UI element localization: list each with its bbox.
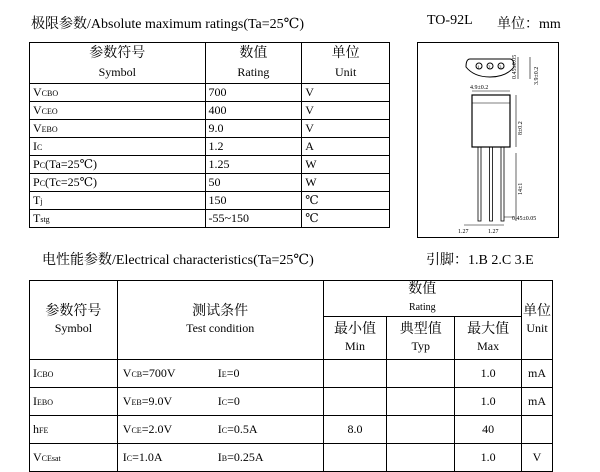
- row-symbol: ICBO: [30, 360, 118, 388]
- row-max: 1.0: [455, 444, 522, 472]
- table-row: [30, 444, 553, 472]
- row-symbol: IC: [30, 138, 206, 156]
- row-unit: W: [302, 174, 390, 192]
- row-min: [323, 444, 387, 472]
- table-row: [30, 102, 390, 120]
- svg-text:1: 1: [477, 66, 480, 71]
- row-max: 1.0: [455, 388, 522, 416]
- row-min: 8.0: [323, 416, 387, 444]
- table-row: [30, 192, 390, 210]
- package-drawing: [417, 42, 559, 238]
- row-value: 700: [205, 84, 302, 102]
- dim-thickness-label: 0.45±0.05: [512, 54, 518, 79]
- row-min: [323, 388, 387, 416]
- row-unit: mA: [522, 360, 553, 388]
- el-header-symbol: 参数符号 Symbol: [30, 281, 118, 360]
- unit-label: 单位：mm: [497, 17, 561, 32]
- abs-section-title: 极限参数/Absolute maximum ratings(Ta=25℃): [31, 17, 304, 32]
- table-row: [30, 84, 390, 102]
- row-value: 400: [205, 102, 302, 120]
- el-header-unit: 单位 Unit: [522, 281, 553, 360]
- row-symbol: VCEsat: [30, 444, 118, 472]
- pinout-label: 引脚：1.B 2.C 3.E: [426, 253, 534, 268]
- table-row: [30, 416, 553, 444]
- row-typ: [387, 444, 455, 472]
- dim-depth-label: 3.9±0.2: [534, 66, 540, 85]
- row-value: 9.0: [205, 120, 302, 138]
- table-row: [30, 156, 390, 174]
- svg-text:3: 3: [499, 66, 502, 71]
- abs-header-rating: 数值 Rating: [205, 43, 302, 84]
- row-value: -55~150: [205, 210, 302, 228]
- row-unit: A: [302, 138, 390, 156]
- row-unit: W: [302, 156, 390, 174]
- row-value: 1.25: [205, 156, 302, 174]
- row-symbol: hFE: [30, 416, 118, 444]
- table-row: [30, 388, 553, 416]
- row-value: 1.2: [205, 138, 302, 156]
- el-section-title: 电性能参数/Electrical characteristics(Ta=25℃): [42, 253, 314, 268]
- row-condition: VCB=700V IE=0: [117, 360, 323, 388]
- row-symbol: VCEO: [30, 102, 206, 120]
- el-header-condition: 测试条件 Test condition: [117, 281, 323, 360]
- row-condition: VEB=9.0V IC=0: [117, 388, 323, 416]
- row-unit: ℃: [302, 210, 390, 228]
- row-typ: [387, 416, 455, 444]
- row-typ: [387, 388, 455, 416]
- row-min: [323, 360, 387, 388]
- row-typ: [387, 360, 455, 388]
- el-header-typ: 典型值 Typ: [387, 317, 455, 360]
- row-symbol: Tj: [30, 192, 206, 210]
- row-symbol: PC(Ta=25℃): [30, 156, 206, 174]
- el-header-max: 最大值 Max: [455, 317, 522, 360]
- row-condition: VCE=2.0V IC=0.5A: [117, 416, 323, 444]
- row-value: 50: [205, 174, 302, 192]
- row-unit: [522, 416, 553, 444]
- table-row: [30, 360, 553, 388]
- el-header-rating: 数值 Rating: [323, 281, 521, 317]
- dim-pitch-left-label: 1.27: [458, 229, 469, 235]
- row-max: 1.0: [455, 360, 522, 388]
- dim-lead-width-label: 0.45±0.05: [512, 216, 537, 222]
- table-row: [30, 138, 390, 156]
- dim-pitch-right-label: 1.27: [488, 229, 499, 235]
- to92l-package-diagram: [418, 43, 558, 237]
- el-header-min: 最小值 Min: [323, 317, 387, 360]
- row-unit: V: [302, 84, 390, 102]
- lead-2: [490, 147, 493, 221]
- row-symbol: VEBO: [30, 120, 206, 138]
- dim-body-label: 8±0.2: [518, 121, 524, 135]
- row-unit: V: [302, 102, 390, 120]
- row-unit: mA: [522, 388, 553, 416]
- row-symbol: IEBO: [30, 388, 118, 416]
- lead-1: [478, 147, 481, 221]
- row-unit: V: [302, 120, 390, 138]
- dim-width-label: 4.9±0.2: [470, 85, 489, 91]
- lead-3: [501, 147, 504, 221]
- abs-header-row: [30, 43, 390, 84]
- electrical-characteristics-table: [29, 280, 553, 472]
- table-row: [30, 174, 390, 192]
- dim-lead-label: 14±1: [518, 182, 524, 195]
- row-condition: IC=1.0A IB=0.25A: [117, 444, 323, 472]
- row-unit: ℃: [302, 192, 390, 210]
- table-row: [30, 210, 390, 228]
- svg-text:2: 2: [488, 66, 491, 71]
- abs-header-unit: 单位 Unit: [302, 43, 390, 84]
- table-row: [30, 120, 390, 138]
- row-symbol: PC(Tc=25℃): [30, 174, 206, 192]
- package-name: TO-92L: [427, 13, 473, 28]
- row-unit: V: [522, 444, 553, 472]
- row-max: 40: [455, 416, 522, 444]
- absolute-ratings-table: [29, 42, 390, 228]
- abs-header-symbol: 参数符号 Symbol: [30, 43, 206, 84]
- row-value: 150: [205, 192, 302, 210]
- row-symbol: VCBO: [30, 84, 206, 102]
- row-symbol: Tstg: [30, 210, 206, 228]
